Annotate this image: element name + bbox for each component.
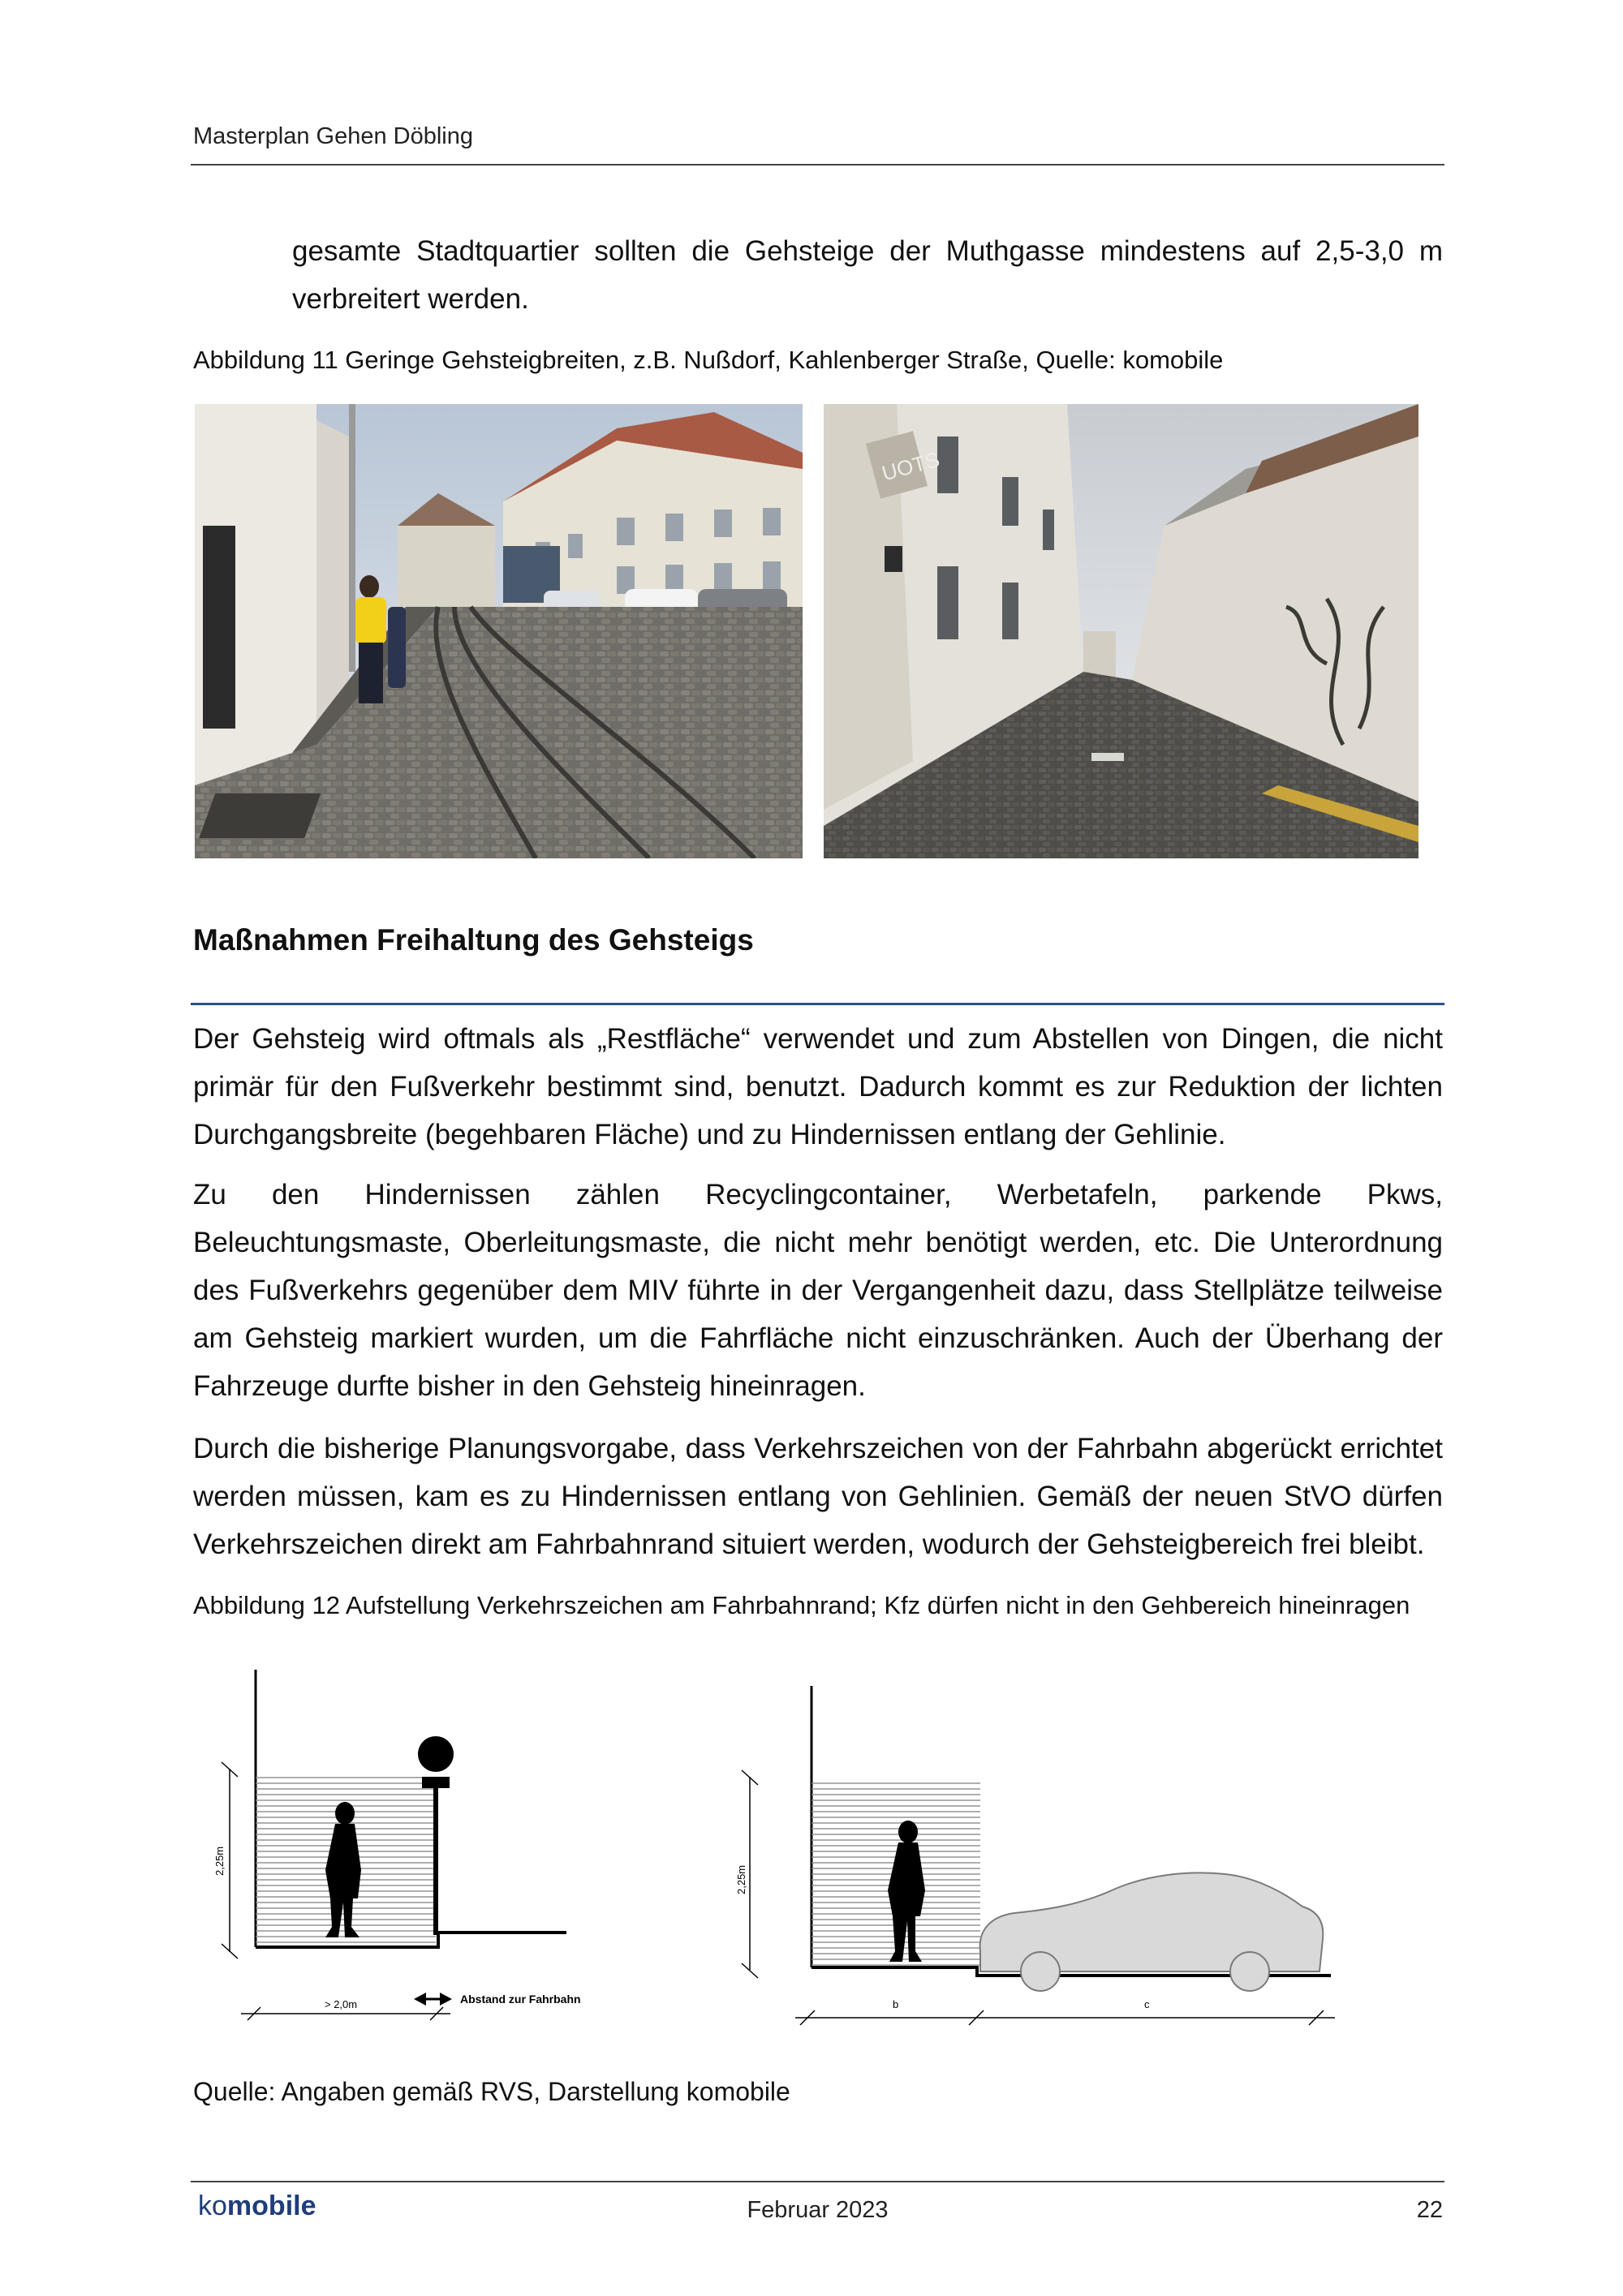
header-rule bbox=[191, 164, 1444, 166]
label-b: b bbox=[893, 1998, 899, 2010]
footer-rule bbox=[191, 2181, 1444, 2182]
section-paragraph-2: Zu den Hindernissen zählen Recyclingcontainer, Werbetafeln, parkende Pkws, Beleuchtungsmaste, Oberleitungsmaste, die nicht mehr benötigt werden, etc. Die Unterordnung des Fußverkehrs gegenüber dem MIV führte in der Vergangenheit dazu, dass Stellplätze teilweise am Gehsteig markiert wurden, um die Fahrfläche nicht einzuschränken. Auch der Überhang der Fahrzeuge durfte bisher in den Gehsteig hineinragen. bbox=[193, 1179, 1443, 1402]
height-label-left: 2,25m bbox=[213, 1846, 226, 1876]
footer-date: Februar 2023 bbox=[747, 2197, 889, 2223]
figure-12-source: Quelle: Angaben gemäß RVS, Darstellung komobile bbox=[193, 2077, 790, 2106]
section-heading: Maßnahmen Freihaltung des Gehsteigs bbox=[193, 923, 754, 957]
diagram-sign-at-roadside bbox=[207, 1663, 629, 2036]
traffic-sign-icon bbox=[418, 1736, 454, 1772]
page-number: 22 bbox=[1416, 2197, 1443, 2223]
distance-label: Abstand zur Fahrbahn bbox=[460, 1993, 581, 2006]
section-paragraph-3: Durch die bisherige Planungsvorgabe, dass Verkehrszeichen von der Fahrbahn abgerückt errichtet werden müssen, kam es zu Hindernissen entlang von Gehlinien. Gemäß der neuen StVO dürfen Verkehrszeichen direkt am Fahrbahnrand situiert werden, wodurch der Gehsteigbereich frei bleibt. bbox=[193, 1433, 1443, 1560]
label-c: c bbox=[1144, 1998, 1150, 2010]
section-paragraph-1: Der Gehsteig wird oftmals als „Restfläche“ verwendet und zum Abstellen von Dingen, die nicht primär für den Fußverkehr bestimmt sind, benutzt. Dadurch kommt es zur Reduktion der lichten Durchgangsbreite (begehbaren Fläche) und zu Hindernissen entlang der Gehlinie. bbox=[193, 1023, 1443, 1150]
figure-11-caption: Abbildung 11 Geringe Gehsteigbreiten, z.B. Nußdorf, Kahlenberger Straße, Quelle: komobile bbox=[193, 346, 1224, 374]
section-heading-rule bbox=[191, 1003, 1444, 1005]
document-header-title: Masterplan Gehen Döbling bbox=[193, 123, 473, 149]
intro-paragraph: gesamte Stadtquartier sollten die Gehsteige der Muthgasse mindestens auf 2,5-3,0 m verbreitert werden. bbox=[292, 235, 1443, 315]
figure-12-caption: Abbildung 12 Aufstellung Verkehrszeichen am Fahrbahnrand; Kfz dürfen nicht in den Gehbereich hineinragen bbox=[193, 1591, 1410, 1619]
height-label-right: 2,25m bbox=[735, 1864, 747, 1894]
right-photo-sign-text: UOTS bbox=[879, 446, 942, 486]
komobile-logo: komobile bbox=[198, 2191, 316, 2221]
photo-narrow-lane bbox=[824, 404, 1419, 858]
photo-kahlenberger-strasse bbox=[195, 404, 803, 858]
diagram-car-no-overhang bbox=[730, 1663, 1347, 2036]
width-label-left: > 2,0m bbox=[325, 1998, 358, 2010]
